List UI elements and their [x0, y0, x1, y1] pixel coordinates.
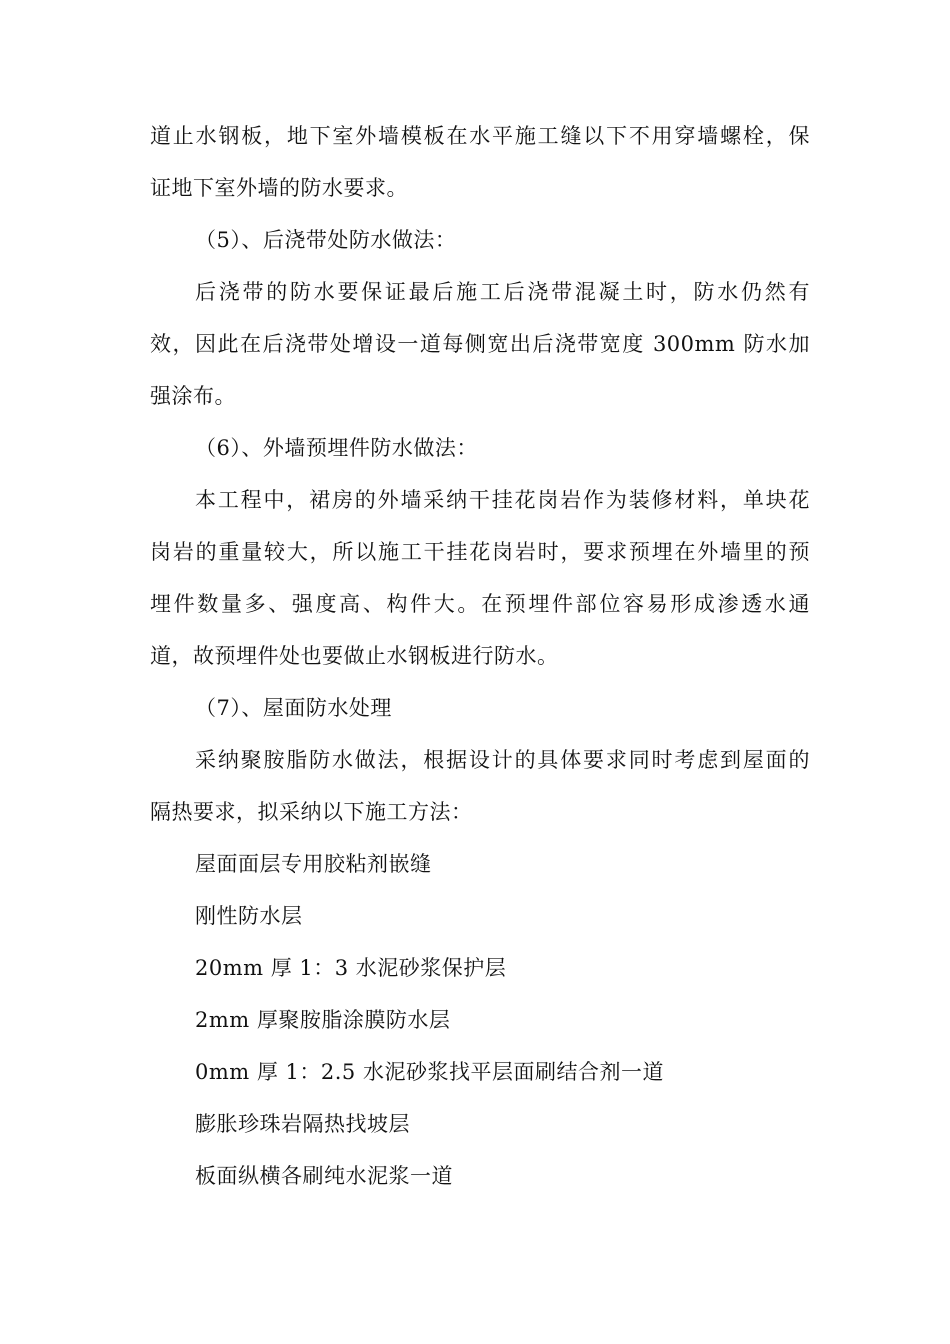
- paragraph-line: 采纳聚胺脂防水做法，根据设计的具体要求同时考虑到屋面的: [195, 748, 810, 772]
- roof-layer-item: 板面纵横各刷纯水泥浆一道: [195, 1164, 453, 1188]
- roof-layer-item: 20mm 厚 1：3 水泥砂浆保护层: [195, 956, 507, 980]
- paragraph-line: 道止水钢板，地下室外墙模板在水平施工缝以下不用穿墙螺栓，保: [150, 124, 810, 148]
- roof-layer-item: 屋面面层专用胶粘剂嵌缝: [195, 852, 432, 876]
- paragraph-line: 强涂布。: [150, 384, 236, 408]
- paragraph-line: 道，故预埋件处也要做止水钢板进行防水。: [150, 644, 559, 668]
- paragraph-line: 后浇带的防水要保证最后施工后浇带混凝土时，防水仍然有: [195, 280, 810, 304]
- paragraph-line: 岗岩的重量较大，所以施工干挂花岗岩时，要求预埋在外墙里的预: [150, 540, 810, 564]
- paragraph-line: 效，因此在后浇带处增设一道每侧宽出后浇带宽度 300mm 防水加: [150, 332, 810, 356]
- section-heading-7: （7）、屋面防水处理: [195, 696, 392, 720]
- roof-layer-item: 2mm 厚聚胺脂涂膜防水层: [195, 1008, 451, 1032]
- roof-layer-item: 刚性防水层: [195, 904, 303, 928]
- paragraph-line: 隔热要求，拟采纳以下施工方法：: [150, 800, 473, 824]
- paragraph-line: 证地下室外墙的防水要求。: [150, 176, 408, 200]
- section-heading-6: （6）、外墙预埋件防水做法：: [195, 436, 478, 460]
- section-heading-5: （5）、后浇带处防水做法：: [195, 228, 457, 252]
- roof-layer-item: 0mm 厚 1：2.5 水泥砂浆找平层面刷结合剂一道: [195, 1060, 664, 1084]
- paragraph-line: 埋件数量多、强度高、构件大。在预埋件部位容易形成渗透水通: [150, 592, 810, 616]
- paragraph-line: 本工程中，裙房的外墙采纳干挂花岗岩作为装修材料，单块花: [195, 488, 810, 512]
- roof-layer-item: 膨胀珍珠岩隔热找坡层: [195, 1112, 410, 1136]
